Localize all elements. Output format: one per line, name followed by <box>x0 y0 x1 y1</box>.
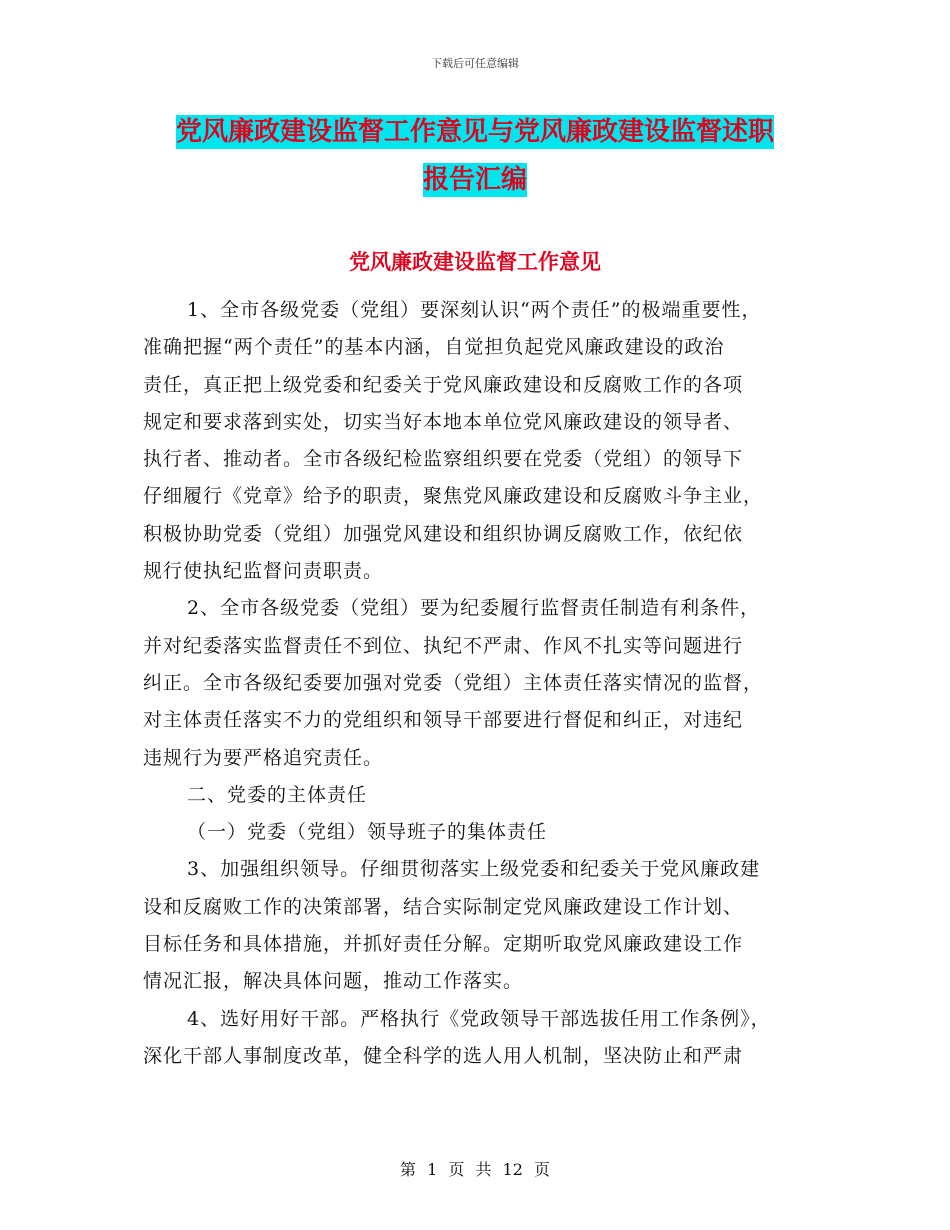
subheading: 二、党委的主体责任 <box>187 783 368 806</box>
document-title-line-1: 党风廉政建设监督工作意见与党风廉政建设监督述职 <box>175 117 774 147</box>
subheading: （一）党委（党组）领导班子的集体责任 <box>187 821 548 844</box>
paragraph-line: 规定和要求落到实处，切实当好本地本单位党风廉政建设的领导者、 <box>143 410 744 433</box>
paragraph-line: 2、全市各级党委（党组）要为纪委履行监督责任制造有利条件， <box>187 597 761 620</box>
paragraph-line: 责任，真正把上级党委和纪委关于党风廉政建设和反腐败工作的各项 <box>143 373 744 396</box>
document-title <box>0 108 950 204</box>
paragraph-line: 深化干部人事制度改革，健全科学的选人用人机制，坚决防止和严肃 <box>143 1044 744 1067</box>
paragraph-line: 情况汇报，解决具体问题，推动工作落实。 <box>143 970 524 993</box>
paragraph-line: 并对纪委落实监督责任不到位、执纪不严肃、作风不扎实等问题进行 <box>143 634 744 657</box>
paragraph-line: 执行者、推动者。全市各级纪检监察组织要在党委（党组）的领导下 <box>143 448 744 471</box>
body-text <box>143 292 833 1075</box>
paragraph-line: 仔细履行《党章》给予的职责，聚焦党风廉政建设和反腐败斗争主业， <box>143 485 764 508</box>
document-title-line-2: 报告汇编 <box>422 165 527 195</box>
paragraph-line: 规行使执纪监督问责职责。 <box>143 560 384 583</box>
section-title: 党风廉政建设监督工作意见 <box>349 250 601 274</box>
paragraph-line: 纠正。全市各级纪委要加强对党委（党组）主体责任落实情况的监督， <box>143 671 764 694</box>
paragraph-line: 对主体责任落实不力的党组织和领导干部要进行督促和纠正，对违纪 <box>143 709 744 732</box>
paragraph-line: 4、选好用好干部。严格执行《党政领导干部选拔任用工作条例》， <box>187 1007 771 1030</box>
paragraph-line: 设和反腐败工作的决策部署，结合实际制定党风廉政建设工作计划、 <box>143 895 744 918</box>
header-note: 下载后可任意编辑 <box>431 57 519 70</box>
paragraph-line: 积极协助党委（党组）加强党风建设和组织协调反腐败工作，依纪依 <box>143 522 744 545</box>
paragraph-line: 1、全市各级党委（党组）要深刻认识“两个责任”的极端重要性， <box>187 299 762 321</box>
paragraph-line: 3、加强组织领导。仔细贯彻落实上级党委和纪委关于党风廉政建 <box>187 858 761 881</box>
paragraph-line: 目标任务和具体措施，并抓好责任分解。定期听取党风廉政建设工作 <box>143 933 744 956</box>
page-footer: 第 1 页 共 12 页 <box>400 1160 550 1179</box>
paragraph-line: 违规行为要严格追究责任。 <box>143 746 384 769</box>
paragraph-line: 准确把握“两个责任”的基本内涵，自觉担负起党风廉政建设的政治 <box>143 336 725 359</box>
